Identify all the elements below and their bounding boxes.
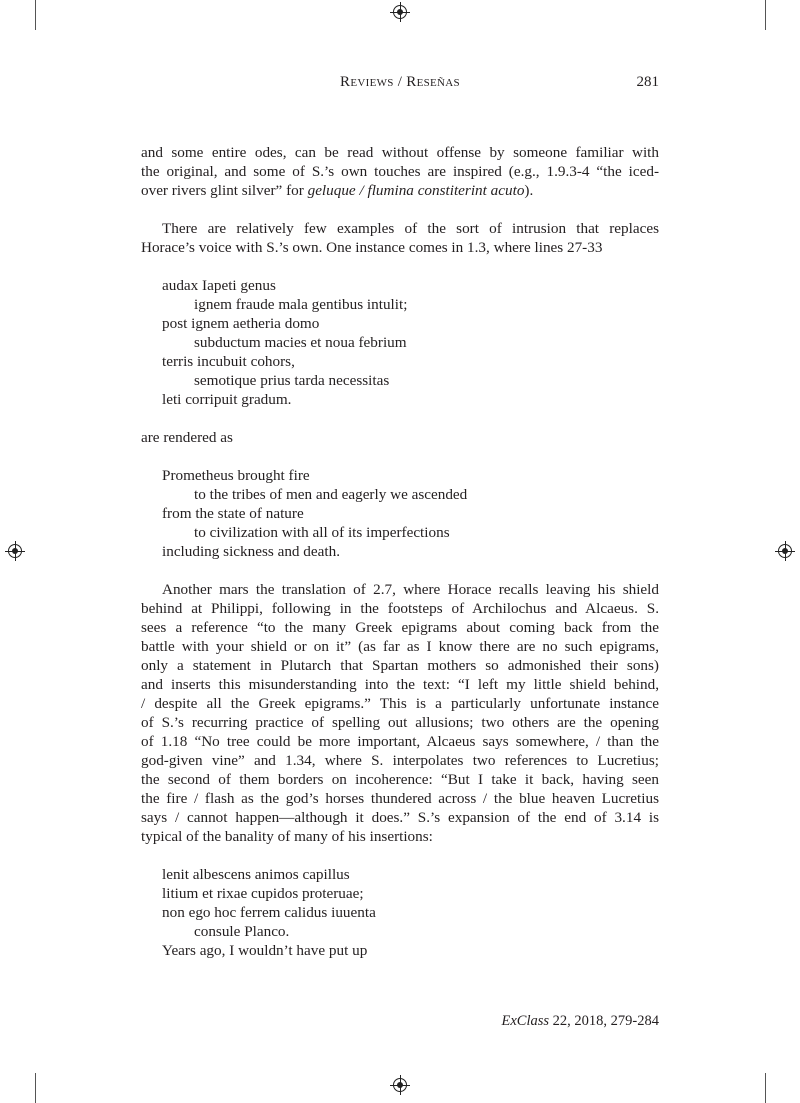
verse-line: post ignem aetheria domo (162, 315, 320, 332)
journal-citation (502, 1013, 660, 1030)
text-line: battle with your shield or on it” (as far as I know there are no such epigrams, (141, 638, 659, 655)
crop-mark (35, 1073, 36, 1103)
text-line (141, 181, 659, 200)
verse-line: terris incubuit cohors, (162, 353, 295, 370)
registration-mark-icon (393, 5, 407, 19)
text-line: behind at Philippi, following in the footsteps of Archilochus and Alcaeus. S. (141, 600, 659, 617)
text-line: the fire / flash as the god’s horses thundered across / the blue heaven Lucretius (141, 790, 659, 807)
text-span: ). (524, 182, 534, 199)
citation-details: 22, 2018, 279-284 (549, 1013, 659, 1029)
text-line: the second of them borders on incoherence: “But I take it back, having seen (141, 771, 659, 788)
crop-mark (35, 0, 36, 30)
text-line: of S.’s recurring practice of spelling out allusions; two others are the opening (141, 714, 659, 731)
verse-line: from the state of nature (162, 505, 304, 522)
verse-line: ignem fraude mala gentibus intulit; (194, 296, 408, 313)
english-verse-1 (141, 466, 659, 561)
text-line: only a statement in Plutarch that Spartan mothers so admonished their sons) (141, 657, 659, 674)
latin-quote: geluque / flumina constiterint acuto (307, 182, 525, 199)
paragraph-2 (141, 219, 659, 257)
text-line: god-given vine” and 1.34, where S. interpolates two references to Lucretius; (141, 752, 659, 769)
verse-line: non ego hoc ferrem calidus iuuenta (162, 904, 376, 921)
paragraph-1 (141, 143, 659, 200)
text-line: There are relatively few examples of the sort of intrusion that replaces (162, 220, 659, 237)
verse-line: Years ago, I wouldn’t have put up (162, 942, 368, 959)
verse-line: to the tribes of men and eagerly we ascended (194, 486, 468, 503)
page-number: 281 (636, 74, 659, 90)
verse-line: Prometheus brought fire (162, 467, 310, 484)
verse-line: including sickness and death. (162, 543, 340, 560)
verse-line: consule Planco. (194, 923, 290, 940)
verse-line: lenit albescens animos capillus (162, 866, 350, 883)
text-line: and some entire odes, can be read without offense by someone familiar with (141, 144, 659, 161)
crop-mark (765, 0, 766, 30)
paragraph-3 (141, 580, 659, 846)
text-line: Another mars the translation of 2.7, where Horace recalls leaving his shield (162, 581, 659, 598)
text-line: / despite all the Greek epigrams.” This is a particularly unfortunate instance (141, 695, 659, 712)
latin-verse-1 (141, 276, 659, 409)
latin-verse-2 (141, 865, 659, 960)
text-line: the original, and some of S.’s own touches are inspired (e.g., 1.9.3-4 “the iced- (141, 163, 659, 180)
running-title: Reviews / Reseñas (340, 74, 460, 90)
text-line: and inserts this misunderstanding into the text: “I left my little shield behind, (141, 676, 659, 693)
journal-name: ExClass (501, 1013, 550, 1029)
registration-mark-icon (778, 544, 792, 558)
verse-line: subductum macies et noua febrium (194, 334, 407, 351)
text-line: are rendered as (141, 429, 233, 446)
text-line: says / cannot happen—although it does.” S.’s expansion of the end of 3.14 is (141, 809, 659, 826)
page-body (141, 143, 659, 960)
verse-line: to civilization with all of its imperfections (194, 524, 450, 541)
text-line: of 1.18 “No tree could be more important, Alcaeus says somewhere, / than the (141, 733, 659, 750)
verse-line: semotique prius tarda necessitas (194, 372, 390, 389)
verse-line: audax Iapeti genus (162, 277, 276, 294)
registration-mark-icon (393, 1078, 407, 1092)
text-line: typical of the banality of many of his insertions: (141, 828, 433, 845)
text-line: Horace’s voice with S.’s own. One instance comes in 1.3, where lines 27-33 (141, 239, 603, 256)
crop-mark (765, 1073, 766, 1103)
running-header (141, 74, 659, 94)
text-line: sees a reference “to the many Greek epigrams about coming back from the (141, 619, 659, 636)
registration-mark-icon (8, 544, 22, 558)
verse-line: leti corripuit gradum. (162, 391, 292, 408)
verse-line: litium et rixae cupidos proteruae; (162, 885, 364, 902)
text-span: over rivers glint silver” for (141, 182, 308, 199)
